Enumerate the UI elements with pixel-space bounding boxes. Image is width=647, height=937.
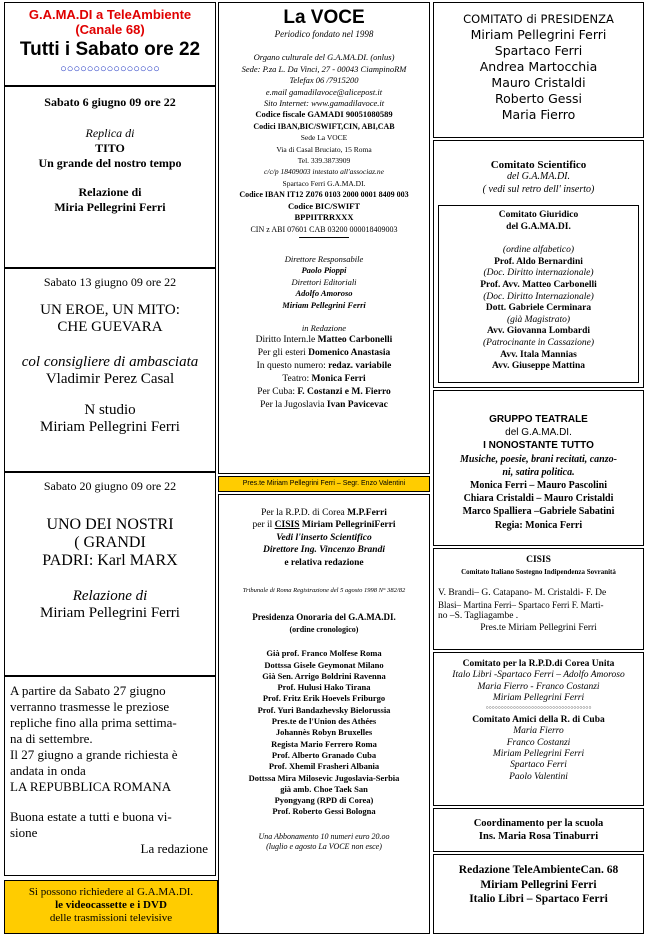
redazione-row-5 bbox=[219, 399, 429, 412]
cisis-sub: Comitato Italiano Sostegno Indipendenza Sovranità bbox=[461, 567, 616, 576]
masthead-box bbox=[218, 2, 430, 474]
editor-1: Adolfo Amoroso bbox=[295, 288, 353, 299]
tv-header-box bbox=[4, 2, 216, 86]
red-val: Matteo Carbonelli bbox=[317, 335, 393, 346]
cuba-name-2: Miriam Pellegrini Ferri bbox=[492, 749, 585, 760]
legal-line-7: (Patrocinante in Cassazione) bbox=[483, 337, 594, 348]
scientific-committee-box bbox=[433, 140, 644, 388]
masthead-bank-0: Sede La VOCE bbox=[300, 133, 348, 143]
legal-order: (ordine alfabetico) bbox=[502, 245, 575, 256]
honorary-12: già amb. Choe Taek San bbox=[280, 783, 368, 794]
episode-1-rel2: Miria Pellegrini Ferri bbox=[54, 200, 166, 214]
episode-box-1 bbox=[4, 86, 216, 268]
red-key: In questo numero: bbox=[256, 361, 329, 372]
corea-l3: Vedi l'inserto Scientifico bbox=[276, 532, 372, 543]
tv-red-l2: Miriam Pellegrini Ferri bbox=[480, 878, 597, 891]
theatre-l9: Regia: Monica Ferri bbox=[494, 519, 583, 531]
honorary-6: Pres.te de l'Union des Athées bbox=[271, 716, 377, 727]
corea-names-l1: Italo Libri -Spartaco Ferri – Adolfo Amoroso bbox=[452, 670, 625, 681]
notice-l1: A partire da Sabato 27 giugno bbox=[10, 683, 166, 698]
corea-cuba-box bbox=[433, 652, 644, 806]
episode-2-studio1: N studio bbox=[84, 402, 136, 418]
masthead-lower-box bbox=[218, 494, 430, 934]
corea-l5: e relativa redazione bbox=[284, 557, 364, 568]
dvd-l3: delle trasmissioni televisive bbox=[49, 912, 173, 924]
corea-l2-name: Miriam PellegriniFerri bbox=[299, 520, 396, 531]
masthead-bank-2: Tel. 339.3873909 bbox=[297, 156, 351, 166]
episode-2-date: Sabato 13 giugno 09 ore 22 bbox=[43, 275, 177, 289]
corea-l1-text: Per la R.P.D. di Corea bbox=[261, 508, 348, 518]
corea-title: Comitato per la R.P.D.di Corea Unita bbox=[462, 659, 615, 669]
red-val: Monica Ferri bbox=[311, 374, 366, 385]
honorary-0: Già prof. Franco Molfese Roma bbox=[266, 648, 382, 659]
honorary-11: Dottssa Mira Milosevic Jugoslavia-Serbia bbox=[248, 772, 400, 783]
episode-1-replica: Replica di bbox=[85, 126, 135, 140]
tv-redazione-box bbox=[433, 854, 644, 934]
director-label: Direttore Responsabile bbox=[284, 253, 364, 264]
notice-l8: Buona estate a tutti e buona vi- bbox=[10, 809, 172, 824]
red-key: Per Cuba: bbox=[257, 387, 298, 398]
presidency-title: COMITATO di PRESIDENZA bbox=[463, 12, 614, 26]
corea-l4: Direttore Ing. Vincenzo Brandi bbox=[263, 545, 385, 556]
notice-l6: andata in onda bbox=[10, 763, 86, 778]
editor-2: Miriam Pellegrini Ferri bbox=[282, 299, 366, 310]
episode-2-guest2: Vladimir Perez Casal bbox=[45, 371, 175, 387]
legal-line-5: (già Magistrato) bbox=[506, 314, 571, 325]
masthead-divider bbox=[299, 237, 349, 238]
theatre-l7: Chiara Cristaldi – Mauro Cristaldi bbox=[463, 493, 614, 505]
presidency-name-0: Miriam Pellegrini Ferri bbox=[470, 27, 607, 42]
corea-l2 bbox=[219, 519, 429, 531]
legal-line-1: (Doc. Diritto internazionale) bbox=[483, 268, 594, 279]
editors-label: Direttori Editoriali bbox=[291, 276, 357, 287]
episode-3-title1: UNO DEI NOSTRI bbox=[46, 516, 174, 533]
legal-line-3: (Doc. Diritto Internazionale) bbox=[483, 291, 594, 302]
honorary-sub: (ordine cronologico) bbox=[289, 624, 359, 634]
theatre-l8: Marco Spalliera –Gabriele Sabatini bbox=[462, 506, 615, 518]
honorary-4: Prof. Fritz Erik Hoevels Friburgo bbox=[262, 693, 386, 704]
red-val: Domenico Anastasia bbox=[308, 348, 391, 359]
legal-line-2: Prof. Avv. Matteo Carbonelli bbox=[480, 279, 597, 290]
masthead-bank-4: Spartaco Ferri G.A.MA.DI. bbox=[282, 178, 366, 188]
honorary-14: Prof. Roberto Gessi Bologna bbox=[272, 806, 376, 817]
honorary-2: Già Sen. Arrigo Boldrini Ravenna bbox=[262, 670, 386, 681]
dvd-l1: Si possono richiedere al G.A.MA.DI. bbox=[28, 886, 194, 898]
legal-line-6: Avv. Giovanna Lombardi bbox=[486, 326, 591, 337]
redazione-row-1 bbox=[219, 347, 429, 360]
honorary-list bbox=[219, 648, 429, 817]
cisis-l4: Pres.te Miriam Pellegrini Ferri bbox=[480, 622, 597, 633]
legal-line-0: Prof. Aldo Bernardini bbox=[494, 256, 583, 267]
episode-3-title2: ( GRANDI bbox=[74, 534, 146, 551]
masthead-title: La VOCE bbox=[283, 7, 365, 28]
honorary-title: Presidenza Onoraria del G.A.MA.DI. bbox=[252, 612, 396, 623]
red-key: Diritto Intern.le bbox=[255, 335, 318, 346]
cisis-l1: V. Brandi– G. Catapano- M. Cristaldi- F. De bbox=[438, 588, 607, 599]
tv-red-l1: Redazione TeleAmbienteCan. 68 bbox=[458, 864, 619, 876]
president-banner: Pres.te Miriam Pellegrini Ferri – Segr. Enzo Valentini bbox=[218, 476, 430, 492]
honorary-5: Prof. Yuri Bandazhevsky Bielorussia bbox=[257, 704, 391, 715]
masthead-bic: BPPIITRRXXX bbox=[294, 212, 354, 223]
masthead-info-1: Sede: P.za L. Da Vinci, 27 - 00043 CiampinoRM bbox=[241, 63, 407, 74]
school-l2: Ins. Maria Rosa Tinaburri bbox=[478, 831, 599, 842]
masthead-info-3: e.mail gamadilavoce@alicepost.it bbox=[265, 86, 383, 97]
cuba-title: Comitato Amici della R. di Cuba bbox=[472, 715, 605, 726]
corea-ornament: ○○○○○○○○○○○○○○○○○○○○○○○○○○○○○○○○○○○ bbox=[485, 705, 592, 712]
legal-line-9: Avv. Giuseppe Mattina bbox=[492, 361, 585, 372]
legal-title2: del G.A.MA.DI. bbox=[506, 221, 571, 232]
tv-header-line2: (Canale 68) bbox=[75, 22, 145, 37]
episode-3-rel1: Relazione di bbox=[72, 588, 148, 604]
episode-box-2 bbox=[4, 268, 216, 472]
tribunale-text: Tribunale di Roma Registrazione del 5 agosto 1998 N° 382/82 bbox=[242, 587, 406, 595]
masthead-bank-1: Via di Casal Bruciato, 15 Roma bbox=[276, 144, 372, 154]
theatre-l6: Monica Ferri – Mauro Pascolini bbox=[469, 480, 607, 492]
subscription-l2: (luglio e agosto La VOCE non esce) bbox=[266, 841, 382, 851]
presidency-name-5: Maria Fierro bbox=[501, 107, 576, 122]
cuba-name-4: Paolo Valentini bbox=[509, 771, 568, 782]
masthead-info-4: Sito Internet: www.gamadilavoce.it bbox=[263, 98, 385, 109]
red-val: Ivan Pavicevac bbox=[326, 400, 388, 411]
episode-2-studio2: Miriam Pellegrini Ferri bbox=[40, 419, 180, 435]
notice-l3: repliche fino alla prima settima- bbox=[10, 715, 177, 730]
masthead-bank-3: c/c/p 18409003 intestato all'associaz.ne bbox=[264, 167, 384, 177]
tv-header-ornament: ○○○○○○○○○○○○○○○ bbox=[60, 63, 160, 75]
cuba-name-3: Spartaco Ferri bbox=[510, 760, 567, 771]
episode-1-subtitle: Un grande del nostro tempo bbox=[38, 156, 182, 170]
honorary-8: Regista Mario Ferrero Roma bbox=[271, 738, 377, 749]
corea-l1 bbox=[219, 507, 429, 519]
school-l1: Coordinamento per la scuola bbox=[473, 818, 604, 829]
notice-l7: LA REPUBBLICA ROMANA bbox=[10, 779, 172, 794]
red-key: Teatro: bbox=[282, 374, 312, 385]
corea-l2-cisis: CISIS bbox=[274, 520, 300, 531]
notice-l9: sione bbox=[10, 825, 38, 840]
episode-box-3 bbox=[4, 472, 216, 676]
corea-l2-text: per il bbox=[252, 520, 275, 531]
legal-line-8: Avv. Itala Mannias bbox=[500, 349, 577, 360]
episode-1-date: Sabato 6 giugno 09 ore 22 bbox=[44, 95, 176, 109]
scientific-l3: ( vedi sul retro dell' inserto) bbox=[482, 183, 595, 195]
presidency-name-4: Roberto Gessi bbox=[495, 91, 582, 106]
theatre-l4: Musiche, poesie, brani recitati, canzo- bbox=[460, 453, 617, 465]
episode-1-rel1: Relazione di bbox=[78, 185, 142, 199]
redazione-row-4 bbox=[219, 386, 429, 399]
tv-red-l3: Italio Libri – Spartaco Ferri bbox=[469, 893, 608, 905]
corea-l1-name: M.P.Ferri bbox=[347, 508, 387, 518]
red-key: Per gli esteri bbox=[257, 348, 309, 359]
red-key: Per la Jugoslavia bbox=[260, 400, 327, 411]
legal-title1: Comitato Giuridico bbox=[498, 210, 579, 220]
episode-3-title3: PADRI: Karl MARX bbox=[42, 552, 178, 569]
masthead-info-0: Organo culturale del G.A.MA.DI. (onlus) bbox=[253, 52, 395, 63]
tv-header-line1: G.A.MA.DI a TeleAmbiente bbox=[28, 7, 192, 22]
episode-1-name: TITO bbox=[95, 141, 125, 155]
honorary-3: Prof. Hulusi Hako Tirana bbox=[277, 682, 371, 693]
presidency-name-3: Mauro Cristaldi bbox=[491, 75, 586, 90]
notice-l5: Il 27 giugno a grande richiesta è bbox=[10, 747, 178, 762]
episode-2-title2: CHE GUEVARA bbox=[57, 319, 163, 335]
masthead-iban-head: Codici IBAN,BIC/SWIFT,CIN, ABI,CAB bbox=[253, 121, 395, 131]
director-name: Paolo Pioppi bbox=[301, 265, 347, 276]
theatre-l2: del G.A.MA.DI. bbox=[505, 427, 572, 439]
scientific-l1: Comitato Scientifico bbox=[490, 159, 587, 171]
legal-committee-box bbox=[438, 205, 639, 383]
tv-header-title: Tutti i Sabato ore 22 bbox=[19, 39, 201, 60]
redazione-row-2 bbox=[219, 360, 429, 373]
theatre-l5: ni, satira politica. bbox=[502, 466, 575, 478]
cisis-title: CISIS bbox=[526, 555, 551, 565]
presidency-committee-box bbox=[433, 2, 644, 138]
cisis-l2: Blasi– Martina Ferri– Spartaco Ferri F. Marti- bbox=[438, 599, 604, 610]
red-val: F. Costanzi e M. Fierro bbox=[297, 387, 391, 398]
dvd-l2: le videocassette e i DVD bbox=[55, 899, 167, 911]
dvd-request-box bbox=[4, 880, 218, 934]
episode-3-date: Sabato 20 giugno 09 ore 22 bbox=[43, 479, 177, 493]
legal-line-4: Dott. Gabriele Cerminara bbox=[485, 303, 592, 314]
honorary-13: Pyongyang (RPD di Corea) bbox=[274, 795, 374, 806]
notice-sign: La redazione bbox=[140, 841, 208, 856]
masthead-cin: CIN z ABI 07601 CAB 03200 000018409003 bbox=[250, 224, 398, 234]
masthead-bic-label: Codice BIC/SWIFT bbox=[287, 200, 361, 211]
corea-names-l3: Miriam Pellegrini Ferri bbox=[492, 692, 585, 703]
notice-l2: verranno trasmesse le preziose bbox=[10, 699, 170, 714]
corea-names-l2: Maria Fierro - Franco Costanzi bbox=[477, 681, 600, 692]
school-box bbox=[433, 808, 644, 852]
masthead-fiscal: Codice fiscale GAMADI 90051080589 bbox=[255, 109, 393, 120]
episode-2-title1: UN EROE, UN MITO: bbox=[40, 302, 180, 318]
cuba-name-0: Maria Fierro bbox=[513, 726, 564, 737]
masthead-info-2: Telefax 06 /7915200 bbox=[289, 75, 359, 86]
episode-2-guest1: col consigliere di ambasciata bbox=[21, 354, 199, 370]
red-val: redaz. variabile bbox=[328, 361, 392, 372]
notice-l4: na di settembre. bbox=[10, 731, 93, 746]
summer-notice-box bbox=[4, 676, 216, 876]
redazione-row-0 bbox=[219, 334, 429, 347]
honorary-1: Dottssa Gisele Geymonat Milano bbox=[264, 659, 384, 670]
redazione-row-3 bbox=[219, 373, 429, 386]
honorary-9: Prof. Alberto Granado Cuba bbox=[271, 749, 377, 760]
cuba-name-1: Franco Costanzi bbox=[506, 737, 571, 748]
honorary-10: Prof. Xhemil Frasheri Albania bbox=[268, 761, 380, 772]
episode-3-rel2: Miriam Pellegrini Ferri bbox=[40, 605, 180, 621]
cisis-l3: no –S. Tagliagambe . bbox=[438, 611, 519, 622]
theatre-l3: I NONOSTANTE TUTTO bbox=[483, 440, 594, 452]
presidency-name-2: Andrea Martocchia bbox=[479, 59, 598, 74]
honorary-7: Johannès Robyn Bruxelles bbox=[275, 727, 373, 738]
presidency-name-1: Spartaco Ferri bbox=[494, 43, 583, 58]
cisis-box bbox=[433, 548, 644, 650]
masthead-iban: Codice IBAN IT12 Z076 0103 2000 0001 8409 003 bbox=[239, 190, 409, 200]
subscription-l1: Una Abbonamento 10 numeri euro 20.oo bbox=[258, 831, 390, 841]
masthead-tagline: Periodico fondato nel 1998 bbox=[274, 29, 374, 39]
theatre-l1: GRUPPO TEATRALE bbox=[489, 414, 588, 425]
theatre-group-box bbox=[433, 390, 644, 546]
scientific-l2: del G.A.MA.DI. bbox=[506, 171, 571, 183]
redazione-label: in Redazione bbox=[301, 322, 347, 333]
